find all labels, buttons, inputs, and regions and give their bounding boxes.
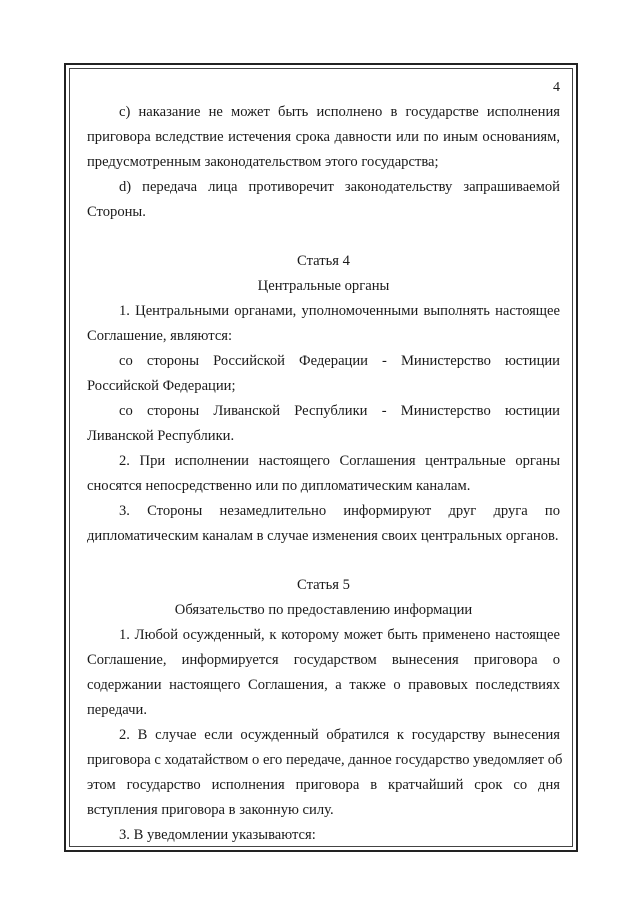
- paragraph-gap: [87, 225, 560, 249]
- text-line: Стороны.: [87, 204, 146, 220]
- text-line: Соглашение, информируется государством вынесения приговора о: [87, 652, 560, 668]
- paragraph-gap: [87, 549, 560, 573]
- text-line: Российской Федерации;: [87, 378, 236, 394]
- text-line: 3. В уведомлении указываются:: [119, 827, 316, 843]
- text-line: сносятся непосредственно или по дипломатическим каналам.: [87, 478, 471, 494]
- text-line: содержании настоящего Соглашения, а также о правовых последствиях: [87, 677, 560, 693]
- text-line: Соглашение, являются:: [87, 328, 233, 344]
- text-line: Ливанской Республики.: [87, 428, 235, 444]
- section-heading: Статья 5: [297, 577, 350, 593]
- text-line: 3. Стороны незамедлительно информируют друг друга по: [119, 503, 560, 519]
- text-line: приговора вследствие истечения срока давности или по иным основаниям,: [87, 129, 560, 145]
- text-line: 2. В случае если осужденный обратился к государству вынесения: [119, 727, 560, 743]
- text-line: со стороны Российской Федерации - Министерство юстиции: [119, 353, 560, 369]
- section-heading: Статья 4: [297, 253, 350, 269]
- page-number: 4: [553, 80, 560, 95]
- section-heading: Обязательство по предоставлению информации: [174, 602, 473, 618]
- text-line: дипломатическим каналам в случае изменения своих центральных органов.: [87, 528, 559, 544]
- text-line: 2. При исполнении настоящего Соглашения центральные органы: [119, 453, 560, 469]
- text-line: этом государство исполнения приговора в кратчайший срок со дня: [87, 777, 560, 793]
- text-line: c) наказание не может быть исполнено в государстве исполнения: [119, 104, 560, 120]
- text-line: вступления приговора в законную силу.: [87, 802, 334, 818]
- text-line: d) передача лица противоречит законодательству запрашиваемой: [119, 179, 560, 195]
- text-line: 1. Центральными органами, уполномоченными выполнять настоящее: [119, 303, 560, 319]
- text-line: со стороны Ливанской Республики - Министерство юстиции: [119, 403, 560, 419]
- section-heading: Центральные органы: [257, 278, 390, 294]
- document-body: [87, 100, 563, 848]
- text-line: 1. Любой осужденный, к которому может быть применено настоящее: [119, 627, 560, 643]
- text-line: приговора с ходатайством о его передаче, данное государство уведомляет об: [87, 752, 563, 768]
- text-line: передачи.: [87, 702, 147, 718]
- text-line: предусмотренным законодательством этого государства;: [87, 154, 439, 170]
